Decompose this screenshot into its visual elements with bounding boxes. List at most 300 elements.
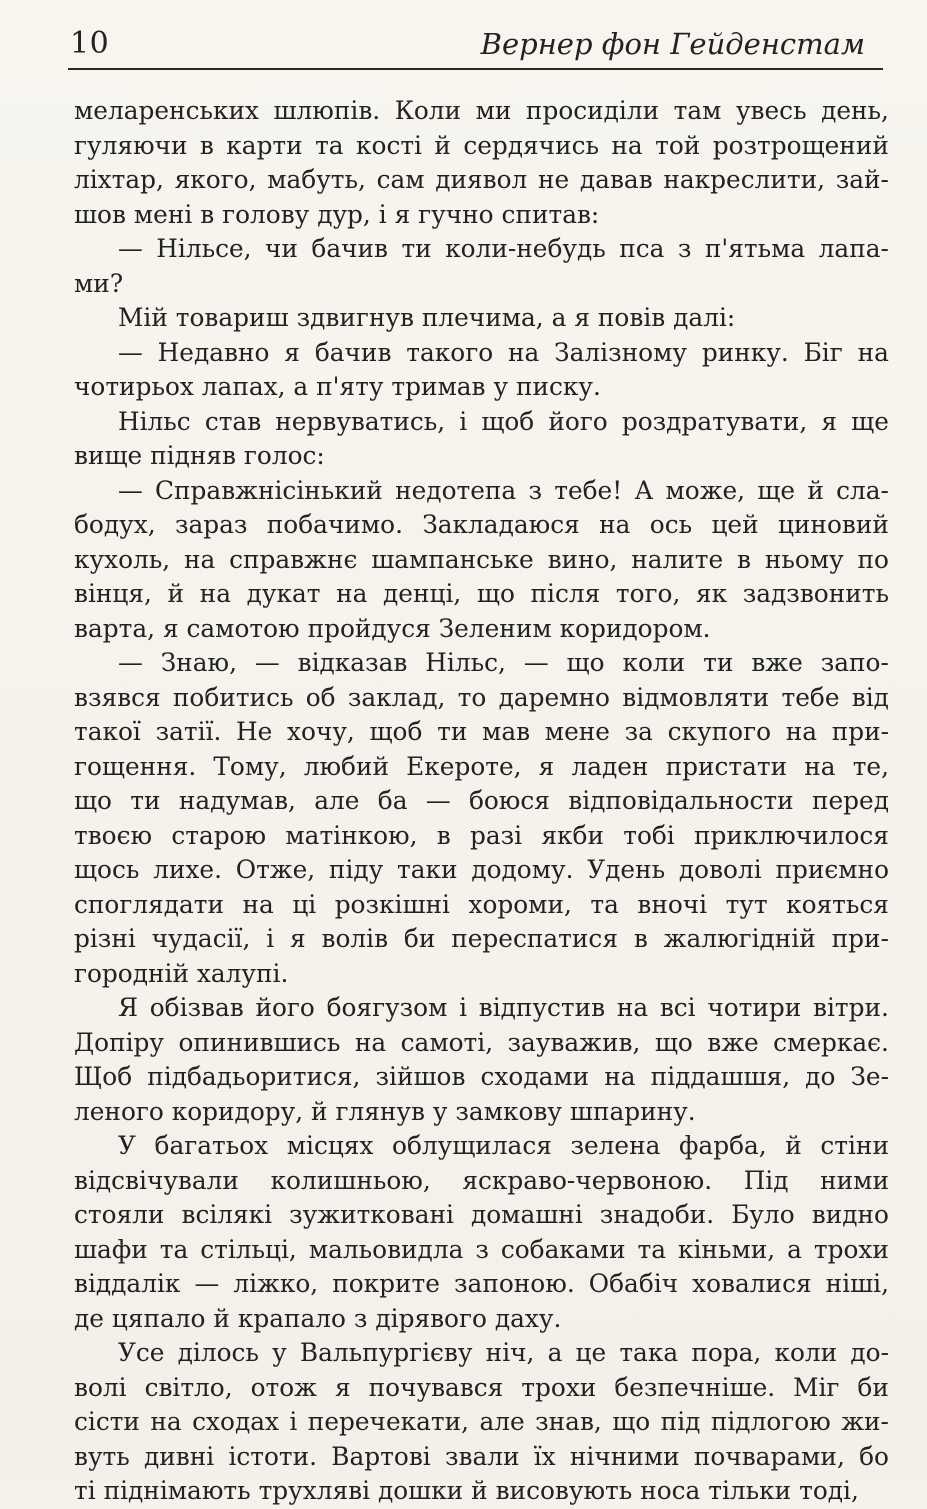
word: переспатися	[451, 924, 618, 953]
word: і	[289, 1407, 298, 1436]
word: на	[857, 337, 889, 367]
word: чотири	[707, 993, 802, 1022]
word: отож	[250, 1372, 317, 1402]
word: але	[479, 1407, 525, 1436]
word: на	[785, 717, 817, 746]
word: пристати	[665, 751, 788, 781]
word: —	[425, 786, 451, 815]
word: коридору,	[171, 1096, 304, 1126]
word: яскраво-червоною.	[462, 1165, 713, 1195]
word: жалюгідній	[663, 924, 816, 953]
word: Тому,	[213, 751, 287, 781]
word: сам	[376, 165, 425, 194]
text-line	[74, 336, 889, 371]
word: Закладаюся	[422, 510, 580, 539]
word: старою	[171, 820, 267, 850]
text-line	[74, 267, 889, 302]
word: висовують	[495, 1476, 633, 1505]
word: ба	[377, 786, 408, 815]
word: звали	[444, 1441, 520, 1471]
word: підняв	[150, 441, 236, 470]
header-rule	[68, 68, 883, 70]
text-line	[74, 232, 889, 267]
word: на	[183, 544, 216, 574]
word: на	[150, 1407, 182, 1436]
word: Міг	[793, 1372, 840, 1402]
word: багатьох	[154, 1131, 269, 1160]
word: ми	[475, 96, 512, 125]
word: ними	[820, 1165, 889, 1195]
word: а	[293, 372, 309, 401]
word: я	[334, 1372, 351, 1402]
word: пса	[619, 234, 665, 263]
word: Нільсе,	[156, 234, 252, 263]
word: циновий	[777, 510, 889, 539]
word: коли	[774, 1338, 838, 1367]
word: чудасії,	[151, 924, 251, 953]
word: голос:	[243, 441, 325, 470]
word: по	[857, 544, 889, 574]
word: —	[118, 337, 143, 367]
word: вино,	[547, 544, 618, 574]
word: Під	[743, 1165, 789, 1195]
word: розкішні	[334, 889, 450, 919]
word: день,	[821, 96, 889, 125]
word: дивні	[144, 1441, 215, 1471]
word: кояться	[786, 889, 889, 919]
word: сходами	[480, 1062, 590, 1091]
word: трухляві	[258, 1476, 371, 1505]
text-line	[74, 888, 889, 923]
word: знав,	[535, 1407, 602, 1436]
word: щоб	[481, 406, 535, 436]
word: леного	[74, 1096, 164, 1126]
word: та	[590, 889, 619, 919]
word: боюся	[468, 786, 550, 815]
word: додому.	[471, 855, 574, 884]
word: той	[655, 130, 701, 160]
word: Обабіч	[588, 1269, 679, 1298]
running-title: Вернер фон Гейденстам	[480, 27, 865, 61]
word: за	[624, 717, 653, 746]
word: запоною.	[454, 1269, 575, 1298]
word: ті	[74, 1476, 96, 1505]
word: мав	[482, 717, 531, 746]
word: Удень	[587, 855, 666, 884]
word: вище	[74, 441, 143, 470]
word: сла-	[836, 475, 889, 505]
word: на	[604, 1062, 636, 1091]
word: взявся	[74, 682, 161, 712]
word: і	[378, 199, 387, 229]
page-number: 10	[70, 26, 110, 61]
word: тобі	[623, 820, 675, 850]
word: щось	[74, 855, 140, 884]
word: даремно	[498, 682, 610, 712]
word: п'яту	[316, 372, 384, 401]
word: а	[787, 1234, 802, 1264]
word: стояли	[74, 1200, 165, 1229]
word: об	[305, 682, 336, 712]
word: повів	[597, 303, 666, 332]
word: я	[284, 337, 300, 367]
word: щоб	[369, 717, 423, 746]
word: його	[255, 993, 315, 1022]
word: тебе	[781, 682, 840, 712]
word: карти	[226, 130, 303, 160]
paragraph	[74, 1336, 889, 1509]
word: Не	[236, 717, 273, 746]
word: до	[805, 1062, 836, 1091]
word: в	[199, 130, 214, 160]
word: носа	[640, 1476, 701, 1505]
word: лапа-	[818, 234, 889, 263]
text-line	[74, 922, 889, 957]
word: споглядати	[74, 889, 225, 919]
text-line	[74, 1060, 889, 1095]
text-line	[74, 405, 889, 440]
word: ще	[851, 406, 889, 436]
word: фарба,	[679, 1131, 767, 1160]
word: ти	[703, 648, 734, 677]
word: й	[471, 1476, 488, 1505]
word: домашні	[470, 1200, 583, 1229]
word: крапало	[237, 1303, 346, 1333]
word: побитись	[172, 682, 294, 712]
word: в	[633, 924, 648, 953]
text-line	[74, 991, 889, 1026]
word: почувався	[368, 1372, 504, 1402]
word: обізвав	[149, 993, 244, 1022]
word: і	[459, 993, 468, 1022]
word: шпарину.	[569, 1096, 696, 1126]
word: відказав	[297, 648, 408, 677]
word: ліхтар,	[74, 165, 164, 194]
word: Коли	[394, 96, 462, 125]
word: хочу,	[287, 717, 355, 746]
word: та	[159, 1234, 189, 1264]
word: У	[118, 1131, 136, 1160]
word: —	[523, 648, 549, 677]
word: скупого	[667, 717, 771, 746]
word: мабуть,	[267, 165, 366, 194]
word: в	[200, 199, 215, 229]
word: коридором.	[559, 613, 711, 643]
text-line	[74, 1267, 889, 1302]
word: після	[530, 579, 601, 608]
word: диявол	[435, 165, 528, 194]
word: піднімають	[103, 1476, 251, 1505]
word: зелена	[570, 1131, 661, 1160]
word: гучно	[418, 199, 494, 229]
word: самотою	[186, 613, 300, 643]
word: ділось	[177, 1338, 259, 1367]
word: собаками	[500, 1234, 626, 1264]
word: на	[599, 510, 631, 539]
word: різні	[74, 924, 136, 953]
word: зійшов	[375, 1062, 466, 1091]
word: відпустив	[478, 993, 606, 1022]
text-line	[74, 474, 889, 509]
word: при-	[831, 924, 889, 953]
paragraph	[74, 336, 889, 405]
word: на	[616, 993, 649, 1022]
word: кіньми,	[677, 1234, 776, 1264]
word: з	[677, 234, 692, 263]
word: ніші,	[825, 1269, 889, 1298]
word: того,	[615, 579, 681, 608]
word: товариш	[175, 303, 289, 332]
word: хороми,	[468, 889, 572, 919]
word: накреслити,	[663, 165, 826, 194]
text-line	[74, 681, 889, 716]
word: роздратувати,	[621, 406, 808, 436]
word: шампанське	[371, 544, 534, 574]
word: я	[574, 303, 590, 332]
word: ще	[757, 475, 796, 505]
word: зауважив,	[507, 1027, 641, 1057]
word: задзвонить	[742, 579, 889, 608]
word: всі	[659, 993, 696, 1022]
word: у	[432, 1096, 448, 1126]
text-line	[74, 646, 889, 681]
word: запо-	[820, 648, 889, 677]
word: би	[857, 1372, 889, 1402]
word: матінкою,	[285, 820, 418, 850]
word: Усе	[118, 1338, 165, 1367]
word: ось	[649, 510, 693, 539]
word: Щоб	[74, 1062, 133, 1091]
word: Нільс,	[425, 648, 506, 677]
word: а	[551, 303, 567, 332]
word: у	[493, 372, 509, 401]
word: ти	[401, 234, 432, 263]
text-line	[74, 1336, 889, 1371]
word: до-	[850, 1338, 889, 1367]
word: меларенських	[74, 96, 259, 125]
word: цяпало	[111, 1303, 206, 1333]
word: —	[194, 1269, 220, 1298]
word: світло,	[144, 1372, 233, 1402]
word: Отже,	[235, 855, 316, 884]
word: заклад,	[347, 682, 446, 712]
word: недотепа	[395, 475, 517, 505]
word: їх	[533, 1441, 556, 1471]
word: вже	[751, 648, 803, 677]
text-line	[74, 1371, 889, 1406]
word: дур,	[317, 199, 371, 229]
word: з	[353, 1303, 368, 1333]
word: та	[637, 1234, 666, 1264]
word: здвигнув	[296, 303, 414, 332]
word: твоєю	[74, 820, 153, 850]
word: сердячись	[463, 130, 599, 160]
word: нервуватись,	[275, 406, 446, 436]
word: налите	[631, 544, 724, 574]
word: жи-	[841, 1407, 889, 1436]
word: А	[634, 475, 654, 505]
word: й	[213, 1303, 230, 1333]
paragraph	[74, 474, 889, 647]
text-line	[74, 163, 889, 198]
paragraph	[74, 405, 889, 474]
word: дукат	[246, 579, 321, 608]
paragraph	[74, 646, 889, 991]
word: в	[436, 820, 451, 850]
word: плечима,	[421, 303, 544, 332]
word: безпечніше.	[614, 1372, 776, 1402]
paragraph	[74, 94, 889, 232]
word: його	[548, 406, 608, 436]
word: відсвічували	[74, 1165, 239, 1195]
word: чотирьох	[74, 372, 194, 401]
word: при-	[831, 717, 889, 746]
word: на	[336, 579, 368, 608]
word: що	[654, 1027, 693, 1057]
word: ти	[130, 786, 161, 815]
word: пора,	[691, 1338, 762, 1367]
text-line	[74, 1164, 889, 1199]
word: замкову	[455, 1096, 562, 1126]
running-head	[70, 22, 885, 70]
word: вночі	[637, 889, 708, 919]
word: розтрощений	[712, 130, 889, 160]
word: тебе!	[554, 475, 623, 505]
word: дірявого	[375, 1303, 487, 1333]
word: піддашшя,	[650, 1062, 791, 1091]
word: вінця,	[74, 579, 152, 608]
text-line	[74, 819, 889, 854]
word: затії.	[155, 717, 222, 746]
word: і	[266, 924, 275, 953]
word: —	[254, 648, 280, 677]
word: місцях	[286, 1131, 374, 1160]
word: бодух,	[74, 510, 156, 539]
word: я	[289, 924, 306, 953]
word: я	[821, 406, 838, 436]
text-line	[74, 508, 889, 543]
word: де	[74, 1303, 104, 1333]
word: і	[459, 406, 468, 436]
word: стіни	[820, 1131, 889, 1160]
word: трохи	[813, 1234, 889, 1264]
text-line	[74, 853, 889, 888]
word: кухоль,	[74, 544, 171, 574]
text-line	[74, 439, 889, 474]
word: Вальпургієву	[299, 1338, 473, 1367]
word: підбадьоритися,	[147, 1062, 361, 1091]
text-line	[74, 957, 889, 992]
text-line	[74, 370, 889, 405]
text-line	[74, 198, 889, 233]
word: спитав:	[501, 199, 600, 229]
word: ховалися	[692, 1269, 812, 1298]
body-text	[74, 94, 889, 1509]
word: зараз	[174, 510, 248, 539]
word: ці	[292, 889, 317, 919]
paragraph	[74, 991, 889, 1129]
word: Недавно	[157, 337, 270, 367]
word: й	[167, 579, 185, 608]
word: пройдуся	[307, 613, 431, 643]
word: а	[547, 1338, 563, 1367]
word: Екероте,	[406, 751, 522, 781]
word: така	[619, 1338, 679, 1367]
word: сісти	[74, 1407, 140, 1436]
word: з	[528, 475, 542, 505]
word: таки	[397, 855, 458, 884]
word: шлюпів.	[273, 96, 381, 125]
word: що	[566, 648, 605, 677]
word: з	[475, 1234, 489, 1264]
word: якого,	[174, 165, 257, 194]
word: —	[118, 234, 143, 263]
word: писку.	[515, 372, 601, 401]
word: Зеленим	[438, 613, 552, 643]
word: тут	[725, 889, 768, 919]
text-line	[74, 1198, 889, 1233]
paragraph	[74, 301, 889, 336]
word: ми?	[74, 268, 124, 298]
word: Нільс	[118, 406, 191, 436]
text-line	[74, 1095, 889, 1130]
word: бо	[859, 1441, 889, 1471]
word: почварами,	[693, 1441, 845, 1471]
word: давав	[579, 165, 653, 194]
word: на	[611, 130, 643, 160]
word: я	[538, 751, 555, 781]
word: істоти.	[228, 1441, 318, 1471]
text-line	[74, 1302, 889, 1337]
word: став	[204, 406, 262, 436]
text-line	[74, 1440, 889, 1475]
text-line	[74, 577, 889, 612]
word: доволі	[678, 855, 762, 884]
word: перечекати,	[307, 1407, 470, 1436]
paragraph	[74, 1129, 889, 1336]
word: Було	[731, 1200, 795, 1229]
word: й	[434, 130, 451, 160]
word: дошки	[377, 1476, 464, 1505]
word: ладен	[571, 751, 649, 781]
word: ти	[437, 717, 468, 746]
word: від	[851, 682, 889, 712]
word: опинившись	[178, 1027, 341, 1057]
word: Я	[118, 993, 139, 1022]
text-line	[74, 94, 889, 129]
word: мені	[133, 199, 193, 229]
word: це	[575, 1338, 607, 1367]
word: Мій	[118, 303, 168, 332]
word: такої	[74, 717, 141, 746]
word: —	[118, 648, 143, 677]
word: й	[807, 475, 824, 505]
text-line	[74, 129, 889, 164]
word: ньому	[764, 544, 844, 574]
word: підлогою	[710, 1407, 831, 1436]
text-line	[74, 301, 889, 336]
text-line	[74, 1129, 889, 1164]
word: городній	[74, 958, 189, 988]
text-line	[74, 543, 889, 578]
word: такого	[406, 337, 494, 367]
word: просиділи	[525, 96, 660, 125]
text-line	[74, 1233, 889, 1268]
text-line	[74, 750, 889, 785]
word: —	[118, 475, 143, 505]
word: самоті,	[400, 1027, 494, 1057]
word: Вартові	[331, 1441, 431, 1471]
